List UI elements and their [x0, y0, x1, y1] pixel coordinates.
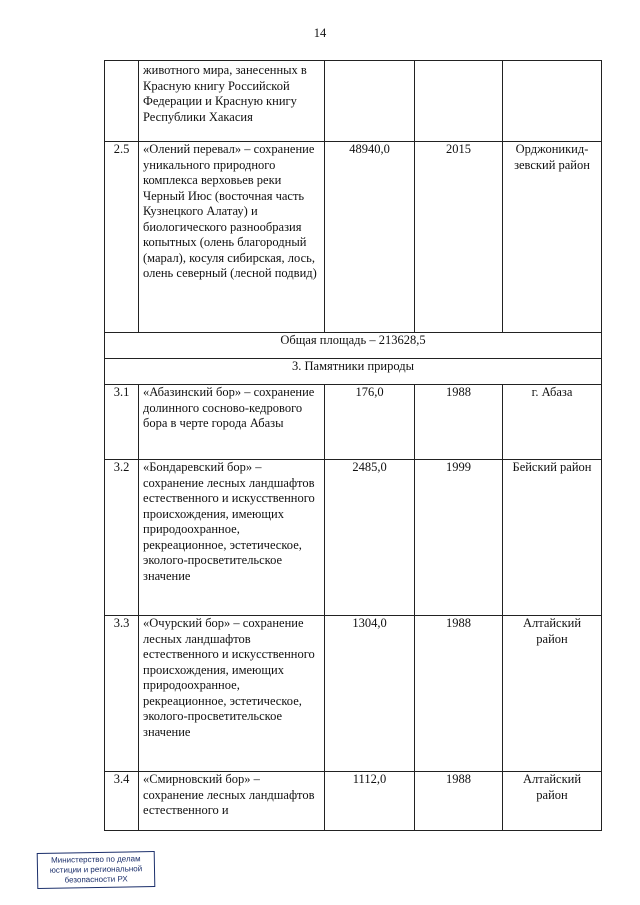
row-number: 3.1	[105, 385, 139, 460]
row-description: животного мира, занесенных в Красную книгу Российской Федерации и Красную книгу Республики Хакасия	[139, 61, 325, 142]
row-district: Алтайский район	[503, 616, 602, 772]
row-district: Орджоникид-зевский район	[503, 142, 602, 333]
row-number: 3.3	[105, 616, 139, 772]
row-district	[503, 61, 602, 142]
protected-areas-table	[104, 60, 602, 831]
row-year: 1988	[415, 616, 503, 772]
table-row	[105, 61, 602, 142]
row-year	[415, 61, 503, 142]
stamp-line: Министерство по делам	[51, 854, 141, 865]
row-description: «Олений перевал» – сохранение уникального природного комплекса верховьев реки Черный Июс (восточная часть Кузнецкого Алатау) и биологического разнообразия копытных (олень благородный (марал), косуля сибирская, лось, олень северный (лесной подвид)	[139, 142, 325, 333]
ministry-stamp	[37, 851, 156, 889]
row-number: 3.4	[105, 772, 139, 831]
row-description: «Бондаревский бор» – сохранение лесных ландшафтов естественного и искусственного происхождения, имеющих природоохранное, рекреационное, эстетическое, эколого-просветительское значение	[139, 460, 325, 616]
row-year: 1988	[415, 772, 503, 831]
row-year: 1988	[415, 385, 503, 460]
row-district: г. Абаза	[503, 385, 602, 460]
row-number: 3.2	[105, 460, 139, 616]
row-description: «Абазинский бор» – сохранение долинного сосново-кедрового бора в черте города Абазы	[139, 385, 325, 460]
row-number: 2.5	[105, 142, 139, 333]
stamp-line: безопасности РХ	[64, 874, 128, 885]
table-row	[105, 385, 602, 460]
row-district: Бейский район	[503, 460, 602, 616]
row-area: 176,0	[325, 385, 415, 460]
total-area: Общая площадь – 213628,5	[105, 333, 602, 359]
table-row	[105, 616, 602, 772]
stamp-line: юстиции и региональной	[49, 864, 143, 875]
section-header-row	[105, 359, 602, 385]
row-area: 48940,0	[325, 142, 415, 333]
total-area-row	[105, 333, 602, 359]
table-row	[105, 772, 602, 831]
row-area: 1112,0	[325, 772, 415, 831]
table-row	[105, 460, 602, 616]
row-district: Алтайский район	[503, 772, 602, 831]
row-number	[105, 61, 139, 142]
table-row	[105, 142, 602, 333]
section-title: 3. Памятники природы	[105, 359, 602, 385]
row-description: «Очурский бор» – сохранение лесных ландшафтов естественного и искусственного происхождения, имеющих природоохранное, рекреационное, эстетическое, эколого-просветительское значение	[139, 616, 325, 772]
row-area: 1304,0	[325, 616, 415, 772]
row-area: 2485,0	[325, 460, 415, 616]
row-description: «Смирновский бор» – сохранение лесных ландшафтов естественного и	[139, 772, 325, 831]
row-year: 1999	[415, 460, 503, 616]
row-area	[325, 61, 415, 142]
page-number: 14	[313, 26, 327, 40]
row-year: 2015	[415, 142, 503, 333]
